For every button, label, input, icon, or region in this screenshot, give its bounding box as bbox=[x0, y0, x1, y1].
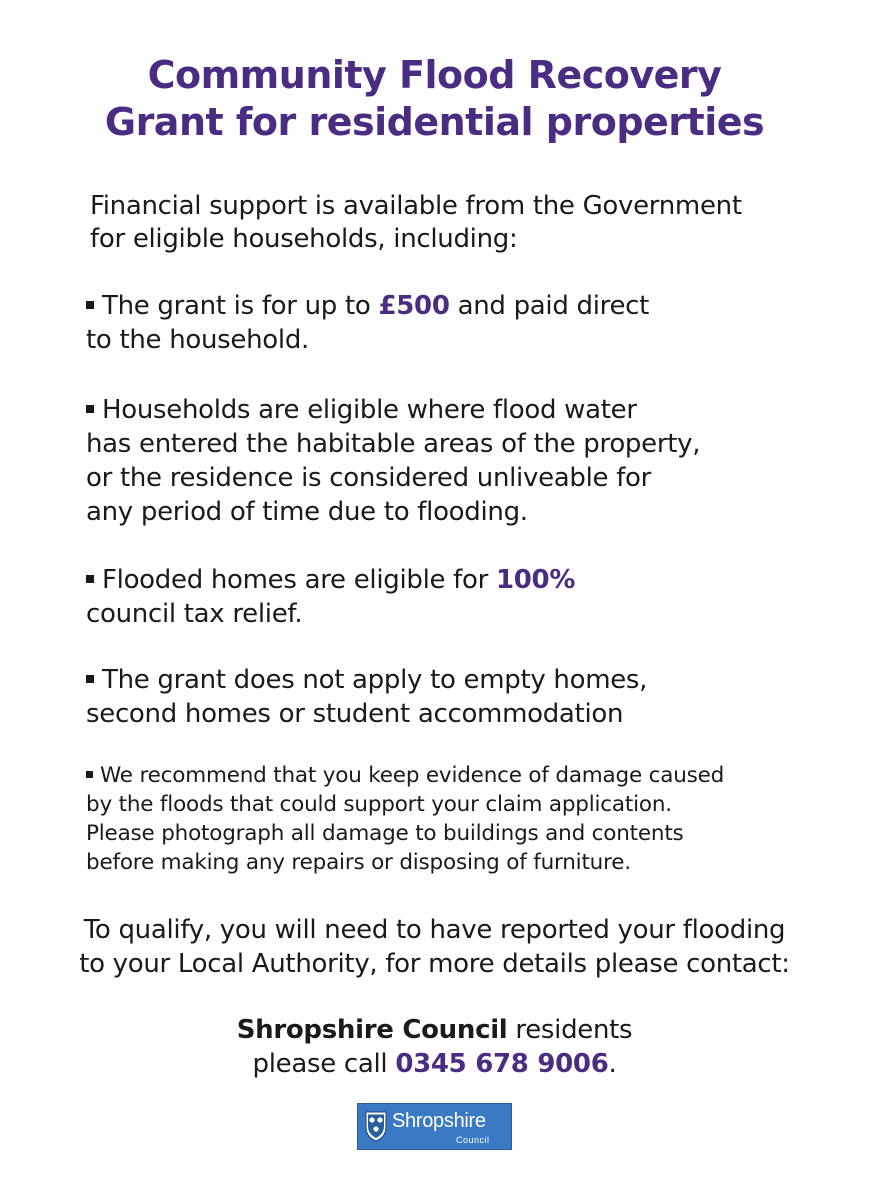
bullet-line bbox=[86, 761, 806, 790]
intro-text bbox=[90, 190, 810, 256]
bullet-council-tax bbox=[86, 563, 806, 631]
contact-info bbox=[0, 1013, 869, 1081]
contact-line-2 bbox=[0, 1047, 869, 1081]
title-line-1: Community Flood Recovery bbox=[147, 53, 722, 97]
bullet-grant-amount bbox=[86, 289, 806, 357]
contact-line-1 bbox=[0, 1013, 869, 1047]
intro-line-2: for eligible households, including: bbox=[90, 224, 518, 254]
bullet-square-icon bbox=[86, 675, 94, 683]
page-title bbox=[0, 52, 869, 146]
bullet-line: by the floods that could support your claim application. bbox=[86, 792, 672, 817]
phone-number[interactable]: 0345 678 9006 bbox=[395, 1049, 609, 1079]
bullet-eligibility bbox=[86, 393, 806, 529]
bullet-square-icon bbox=[86, 771, 93, 778]
bullet-square-icon bbox=[86, 301, 94, 309]
relief-percentage: 100% bbox=[495, 565, 576, 595]
bullet-line bbox=[86, 563, 806, 597]
shield-crest-icon bbox=[364, 1109, 388, 1143]
bullet-text: and paid direct bbox=[449, 291, 650, 321]
bullet-line: second homes or student accommodation bbox=[86, 699, 624, 729]
bullet-evidence bbox=[86, 761, 806, 877]
bullet-text: The grant does not apply to empty homes, bbox=[102, 665, 648, 695]
bullet-square-icon bbox=[86, 405, 94, 413]
bullet-text: The grant is for up to bbox=[102, 291, 379, 321]
bullet-line: to the household. bbox=[86, 325, 309, 355]
bullet-line: council tax relief. bbox=[86, 599, 303, 629]
qualify-line-2: to your Local Authority, for more details please contact: bbox=[79, 949, 790, 979]
intro-line-1: Financial support is available from the Government bbox=[90, 191, 742, 221]
bullet-text: Households are eligible where flood water bbox=[102, 395, 637, 425]
bullet-line: Please photograph all damage to buildings and contents bbox=[86, 821, 684, 846]
logo-name: Shropshire bbox=[392, 1110, 486, 1132]
bullet-line bbox=[86, 289, 806, 323]
bullet-line: before making any repairs or disposing of furniture. bbox=[86, 850, 631, 875]
qualify-text bbox=[0, 913, 869, 981]
bullet-line: any period of time due to flooding. bbox=[86, 497, 528, 527]
bullet-text: We recommend that you keep evidence of damage caused bbox=[100, 763, 725, 788]
title-line-2: Grant for residential properties bbox=[104, 100, 765, 144]
grant-amount: £500 bbox=[378, 291, 450, 321]
bullet-line: has entered the habitable areas of the property, bbox=[86, 429, 701, 459]
bullet-text: Flooded homes are eligible for bbox=[102, 565, 496, 595]
bullet-line bbox=[86, 663, 806, 697]
contact-text: please call bbox=[252, 1049, 396, 1079]
bullet-square-icon bbox=[86, 575, 94, 583]
shropshire-council-logo bbox=[357, 1103, 512, 1150]
council-name: Shropshire Council bbox=[236, 1015, 508, 1045]
logo-subtitle: Council bbox=[456, 1135, 490, 1145]
bullet-exclusions bbox=[86, 663, 806, 731]
contact-text: . bbox=[608, 1049, 617, 1079]
bullet-line: or the residence is considered unliveable for bbox=[86, 463, 652, 493]
contact-text: residents bbox=[507, 1015, 633, 1045]
qualify-line-1: To qualify, you will need to have reported your flooding bbox=[83, 915, 786, 945]
bullet-line bbox=[86, 393, 806, 427]
